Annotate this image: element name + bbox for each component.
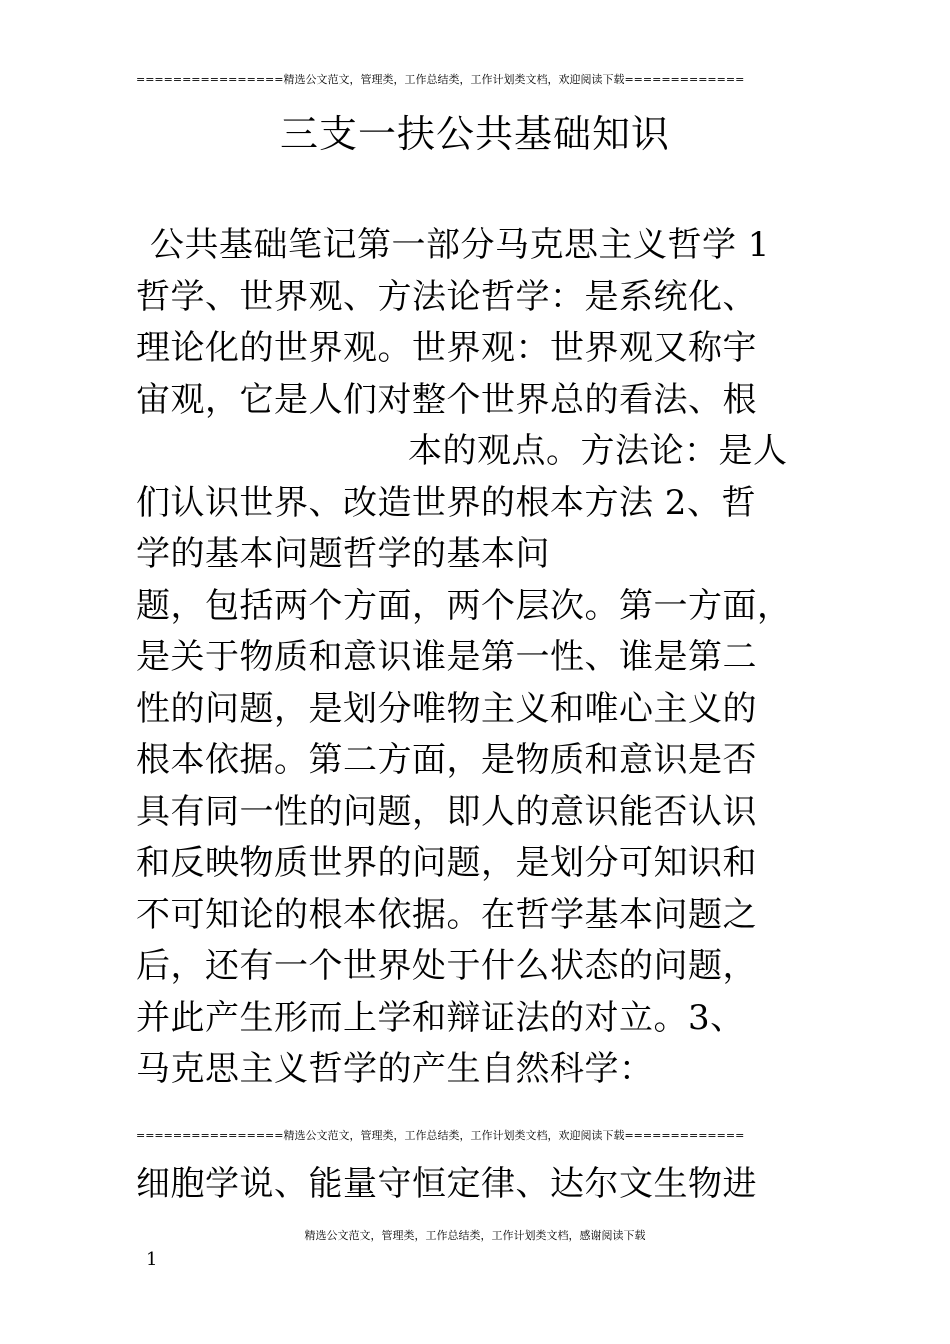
body-line: 不可知论的根本依据。在哲学基本问题之 [136, 894, 757, 935]
page-footer: 精选公文范文，管理类，工作总结类，工作计划类文档，感谢阅读下载 [304, 1229, 646, 1242]
body-line: 根本依据。第二方面，是物质和意识是否 [136, 740, 757, 780]
body-line: 宙观，它是人们对整个世界总的看法、根 [136, 379, 757, 420]
body-line: 具有同一性的问题，即人的意识能否认识 [136, 791, 757, 832]
page-break-banner: ================精选公文范文，管理类，工作总结类，工作计划类文档，欢迎阅读下载============= [136, 1129, 745, 1142]
page-number: 1 [146, 1249, 158, 1270]
body-line: 公共基础笔记第一部分马克思主义哲学 1 [150, 225, 770, 265]
body-line: 并此产生形而上学和辩证法的对立。3、 [136, 997, 745, 1038]
body-line: 和反映物质世界的问题，是划分可知识和 [136, 843, 757, 883]
body-line: 理论化的世界观。世界观：世界观又称宇 [136, 328, 757, 368]
body-line: 学的基本问题哲学的基本问 [136, 534, 550, 574]
body-line: 性的问题，是划分唯物主义和唯心主义的 [136, 688, 757, 729]
body-line: 们认识世界、改造世界的根本方法 2、哲 [136, 482, 756, 523]
header-banner: ================精选公文范文，管理类，工作总结类，工作计划类文档，欢迎阅读下载============= [136, 73, 745, 86]
continuation-line: 细胞学说、能量守恒定律、达尔文生物进 [136, 1164, 757, 1204]
body-line: 本的观点。方法论：是人 [408, 431, 788, 471]
body-line: 哲学、世界观、方法论哲学：是系统化、 [136, 276, 757, 317]
body-line: 后，还有一个世界处于什么状态的问题， [136, 946, 757, 986]
document-title: 三支一扶公共基础知识 [279, 112, 670, 156]
body-text [136, 220, 856, 1096]
body-line: 题，包括两个方面，两个层次。第一方面， [136, 585, 792, 626]
body-line: 马克思主义哲学的产生自然科学： [136, 1049, 654, 1089]
body-line: 是关于物质和意识谁是第一性、谁是第二 [136, 637, 757, 677]
